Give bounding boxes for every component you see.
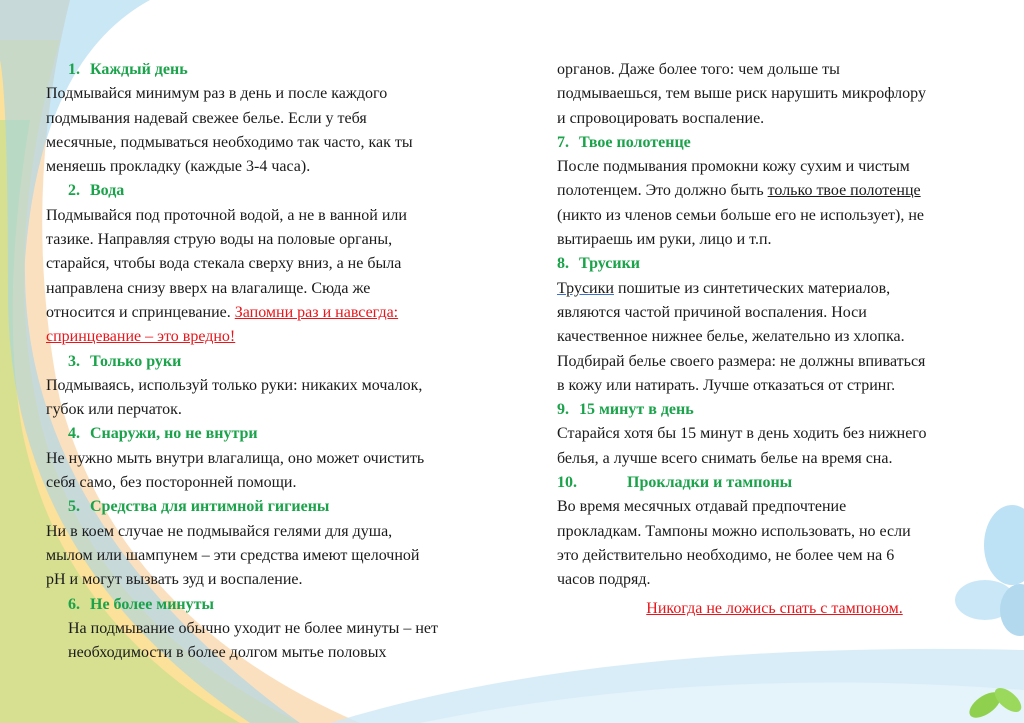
text-line: часов подряд. [557,571,651,589]
text-line: губок или перчаток. [46,401,182,419]
text-line: мылом или шампунем – эти средства имеют щелочной [46,546,420,564]
text-line: Подмывайся минимум раз в день и после каждого [46,85,388,103]
text-line: необходимости в более долгом мытье половых [68,644,387,662]
text-line: После подмывания промокни кожу сухим и чистым [557,158,910,176]
text-line: вытираешь им руки, лицо и т.п. [557,231,772,249]
text-line: Подмываясь, используй только руки: никаких мочалок, [46,376,423,394]
text-line: это действительно необходимо, не более чем на 6 [557,546,895,564]
heading-1: 1. Каждый день [68,61,188,78]
text-line: Не нужно мыть внутри влагалища, оно может очистить [46,449,425,467]
text-line: являются частой причиной воспаления. Носи [557,303,867,321]
heading-9: 9. 15 минут в день [557,401,694,419]
text-line: подмывания надевай свежее белье. Если у тебя [46,109,367,127]
heading-5: 5. Средства для интимной гигиены [68,498,330,516]
heading-6: 6. Не более минуты [68,595,214,613]
text-line: подмываешься, тем выше риск нарушить микрофлору [557,85,926,103]
text-line: Старайся хотя бы 15 минут в день ходить без нижнего [557,425,927,443]
warning-text: спринцевание – это вредно! [46,328,236,346]
text-line: себя само, без посторонней помощи. [46,474,297,492]
right-column [557,58,992,621]
text-line: белья, а лучше всего снимать белье на время сна. [557,449,893,467]
left-column [46,58,496,665]
text-line: На подмывание обычно уходит не более минуты – нет [68,619,438,637]
text-line: Подбирай белье своего размера: не должны впиваться [557,352,926,370]
text-line: полотенцем. Это должно быть только твое полотенце [557,182,921,200]
text-line: (никто из членов семьи больше его не использует), не [557,206,925,224]
text-line: рН и могут вызвать зуд и воспаление. [46,571,303,589]
heading-7: 7. Твое полотенце [557,133,691,151]
text-line: Трусики пошитые из синтетических материалов, [557,279,891,297]
text-line: прокладкам. Тампоны можно использовать, но если [557,522,911,540]
text-line: в кожу или натирать. Лучше отказаться от стринг. [557,376,896,394]
final-warning: Никогда не ложись спать с тампоном. [646,599,903,617]
text-line: меняешь прокладку (каждые 3-4 часа). [46,158,311,176]
text-line: относится и спринцевание. Запомни раз и навсегда: [46,303,399,321]
text-line: тазике. Направляя струю воды на половые органы, [46,231,393,249]
spellcheck-underlined-word: Трусики [557,279,614,297]
text-line: месячные, подмываться необходимо так часто, как ты [46,133,413,151]
text-line: старайся, чтобы вода стекала сверху вниз, а не была [46,255,402,273]
heading-3: 3. Только руки [68,352,182,370]
text-line: Ни в коем случае не подмывайся гелями для душа, [46,522,393,540]
heading-8: 8. Трусики [557,255,641,273]
text-line: и спровоцировать воспаление. [557,109,765,127]
underlined-text: только твое полотенце [767,182,921,200]
warning-text: Запомни раз и навсегда: [234,303,399,321]
heading-2: 2. Вода [68,182,125,200]
text-line: органов. Даже более того: чем дольше ты [557,61,840,78]
heading-10: 10. Прокладки и тампоны [557,474,793,492]
heading-4: 4. Снаружи, но не внутри [68,425,258,443]
text-line: качественное нижнее белье, желательно из хлопка. [557,328,905,346]
text-line: Подмывайся под проточной водой, а не в ванной или [46,206,407,224]
text-line: направлена снизу вверх на влагалище. Сюда же [46,279,371,297]
text-line: Во время месячных отдавай предпочтение [557,498,847,516]
